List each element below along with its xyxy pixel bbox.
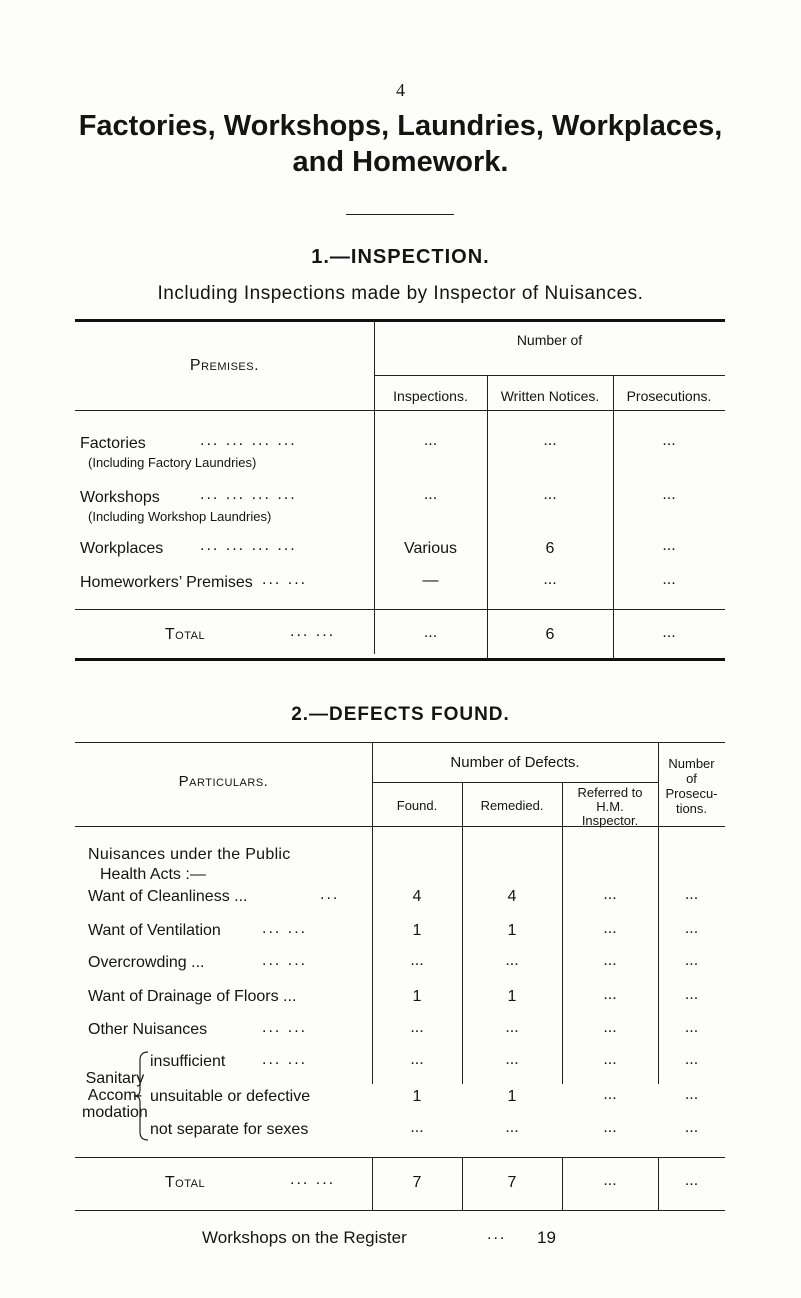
page-title-line-2: and Homework. bbox=[292, 146, 509, 178]
nuisances-heading-line-2: Health Acts :— bbox=[100, 866, 206, 883]
table-bottom-rule bbox=[75, 1210, 725, 1211]
leader-dots: ... ... ... ... bbox=[200, 432, 297, 449]
referred-cell: ... bbox=[603, 1086, 617, 1103]
column-divider bbox=[487, 376, 488, 661]
prosecutions-cell: ... bbox=[662, 537, 676, 554]
row-label: Want of Cleanliness ... bbox=[88, 888, 248, 905]
total-prosecutions: ... bbox=[684, 1172, 699, 1189]
register-label: Workshops on the Register bbox=[202, 1228, 407, 1247]
inspections-cell: ... bbox=[423, 486, 438, 503]
column-divider bbox=[613, 376, 614, 661]
remedied-cell: 1 bbox=[507, 922, 517, 939]
found-cell: 4 bbox=[412, 888, 422, 905]
leader-dots: ... ... bbox=[262, 1019, 308, 1036]
leader-dots: ... ... bbox=[290, 1171, 336, 1188]
remedied-header: Remedied. bbox=[480, 798, 544, 813]
leader-dots: ... ... ... ... bbox=[200, 486, 297, 503]
row-note: (Including Factory Laundries) bbox=[88, 455, 257, 470]
section-1-subheading: Including Inspections made by Inspector of Nuisances. bbox=[157, 283, 644, 304]
table-top-rule bbox=[75, 742, 725, 743]
row-label: unsuitable or defective bbox=[150, 1088, 311, 1105]
total-prosecutions: ... bbox=[662, 624, 676, 641]
leader-dots: ... ... ... ... bbox=[200, 537, 297, 554]
leader-dots: ... ... bbox=[262, 920, 308, 937]
row-label: Want of Drainage of Floors ... bbox=[88, 988, 297, 1005]
leader-dots: ... bbox=[320, 886, 340, 903]
inspections-cell: — bbox=[422, 572, 439, 589]
prosecutions-cell: ... bbox=[684, 920, 699, 937]
notices-cell: 6 bbox=[545, 540, 555, 557]
referred-cell: ... bbox=[603, 920, 617, 937]
remedied-cell: 1 bbox=[507, 988, 517, 1005]
number-of-defects-header: Number of Defects. bbox=[450, 754, 580, 771]
remedied-cell: ... bbox=[505, 1119, 519, 1136]
row-note: (Including Workshop Laundries) bbox=[88, 509, 272, 524]
section-2-heading: 2.—DEFECTS FOUND. bbox=[291, 704, 510, 725]
header-divider bbox=[374, 375, 725, 376]
remedied-cell: 1 bbox=[507, 1088, 517, 1105]
remedied-cell: ... bbox=[505, 1051, 519, 1068]
inspections-cell: Various bbox=[403, 540, 458, 557]
leader-dots: ... ... bbox=[262, 952, 308, 969]
notices-cell: ... bbox=[543, 486, 557, 503]
notices-cell: ... bbox=[543, 432, 557, 449]
header-bottom-rule bbox=[75, 410, 725, 411]
found-cell: ... bbox=[410, 1051, 424, 1068]
notices-cell: ... bbox=[543, 571, 557, 588]
number-of-header: Number of bbox=[516, 332, 583, 348]
sanitary-accommodation-label: Sanitary Accom- modation bbox=[82, 1070, 148, 1121]
prosecutions-cell: ... bbox=[684, 1019, 699, 1036]
particulars-header: Particulars. bbox=[178, 773, 269, 790]
found-cell: ... bbox=[410, 1119, 424, 1136]
prosecutions-cell: ... bbox=[684, 952, 699, 969]
found-cell: ... bbox=[410, 1019, 424, 1036]
total-label: Total bbox=[164, 1174, 206, 1191]
prosecutions-cell: ... bbox=[684, 1086, 699, 1103]
referred-header: Referred to H.M. Inspector. bbox=[577, 785, 643, 828]
prosecutions-header: Prosecutions. bbox=[626, 388, 712, 404]
table-top-rule bbox=[75, 319, 725, 322]
row-label: Want of Ventilation bbox=[88, 922, 221, 939]
premises-header: Premises. bbox=[189, 357, 260, 374]
found-cell: 1 bbox=[412, 1088, 422, 1105]
remedied-cell: ... bbox=[505, 1019, 519, 1036]
row-label: Workshops bbox=[80, 489, 160, 506]
row-label: Overcrowding ... bbox=[88, 954, 205, 971]
found-cell: 1 bbox=[412, 988, 422, 1005]
prosecutions-cell: ... bbox=[684, 986, 699, 1003]
found-header: Found. bbox=[396, 798, 438, 813]
nuisances-heading-line-1: Nuisances under the Public bbox=[88, 846, 291, 863]
section-1-heading: 1.—INSPECTION. bbox=[311, 246, 490, 268]
leader-dots: ... ... bbox=[290, 623, 336, 640]
prosecutions-cell: ... bbox=[684, 1051, 699, 1068]
total-inspections: ... bbox=[423, 624, 438, 641]
total-found: 7 bbox=[412, 1174, 422, 1191]
remedied-cell: ... bbox=[505, 952, 519, 969]
page-title-line-1: Factories, Workshops, Laundries, Workplaces, bbox=[78, 110, 723, 142]
prosecutions-cell: ... bbox=[684, 886, 699, 903]
prosecutions-header: Number of Prosecu- tions. bbox=[665, 756, 718, 816]
row-label: Homeworkers’ Premises bbox=[80, 574, 253, 591]
page-number: 4 bbox=[396, 80, 405, 100]
written-notices-header: Written Notices. bbox=[500, 388, 600, 404]
referred-cell: ... bbox=[603, 986, 617, 1003]
leader-dots: ... ... bbox=[262, 571, 308, 588]
found-cell: 1 bbox=[412, 922, 422, 939]
header-divider bbox=[372, 782, 658, 783]
leader-dots: ... bbox=[487, 1226, 507, 1243]
referred-cell: ... bbox=[603, 1119, 617, 1136]
table-bottom-rule bbox=[75, 658, 725, 661]
total-rule bbox=[75, 1157, 725, 1158]
total-remedied: 7 bbox=[507, 1174, 517, 1191]
total-rule bbox=[75, 609, 725, 610]
referred-cell: ... bbox=[603, 1019, 617, 1036]
referred-cell: ... bbox=[603, 886, 617, 903]
leader-dots: ... ... bbox=[262, 1051, 308, 1068]
total-label: Total bbox=[164, 626, 206, 643]
found-cell: ... bbox=[410, 952, 424, 969]
register-count: 19 bbox=[537, 1228, 556, 1247]
total-notices: 6 bbox=[545, 626, 555, 643]
inspections-cell: ... bbox=[423, 432, 438, 449]
remedied-cell: 4 bbox=[507, 888, 517, 905]
row-label: Factories bbox=[80, 435, 146, 452]
brace-icon bbox=[132, 1050, 152, 1142]
prosecutions-cell: ... bbox=[662, 486, 676, 503]
row-label: insufficient bbox=[150, 1053, 226, 1070]
row-label: Workplaces bbox=[80, 540, 164, 557]
prosecutions-cell: ... bbox=[662, 432, 676, 449]
title-divider bbox=[346, 214, 454, 215]
row-label: Other Nuisances bbox=[88, 1021, 208, 1038]
total-referred: ... bbox=[603, 1172, 617, 1189]
referred-cell: ... bbox=[603, 952, 617, 969]
prosecutions-cell: ... bbox=[684, 1119, 699, 1136]
row-label: not separate for sexes bbox=[150, 1121, 309, 1138]
prosecutions-cell: ... bbox=[662, 571, 676, 588]
inspections-header: Inspections. bbox=[393, 388, 468, 404]
referred-cell: ... bbox=[603, 1051, 617, 1068]
